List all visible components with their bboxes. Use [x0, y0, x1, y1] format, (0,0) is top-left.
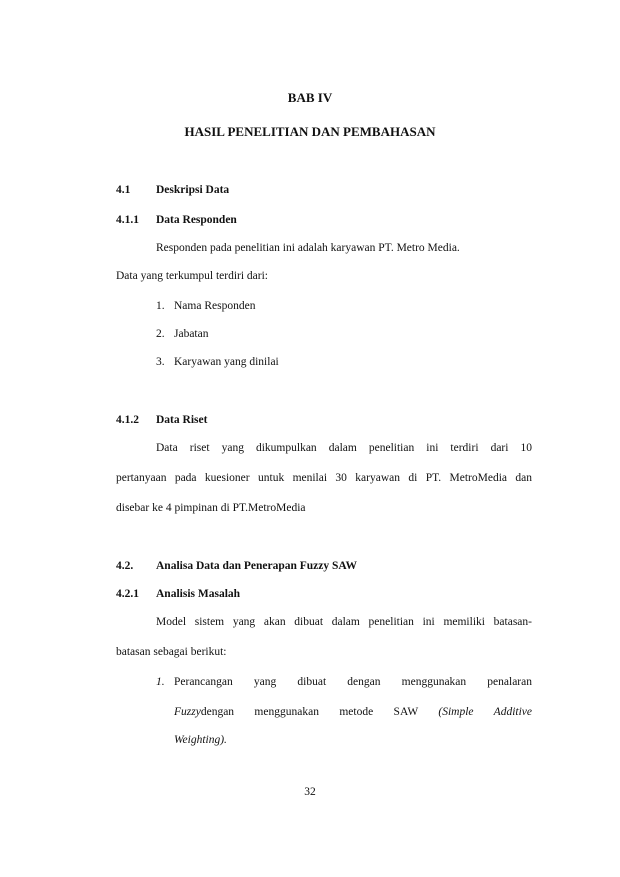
section-title-4-1-2: Data Riset — [156, 414, 208, 426]
chapter-label: BAB IV — [287, 90, 333, 105]
paragraph-masalah-line2: batasan sebagai berikut: — [116, 646, 227, 658]
list-item-text: Karyawan yang dinilai — [174, 356, 279, 368]
paragraph-responden-line2: Data yang terkumpul terdiri dari: — [116, 270, 269, 282]
list-item-line2 — [174, 706, 532, 718]
list-item-number: 1. — [156, 300, 165, 312]
section-number-4-1: 4.1 — [116, 184, 131, 196]
section-title-4-2-1: Analisis Masalah — [156, 588, 241, 600]
section-number-4-2-1: 4.2.1 — [116, 588, 139, 600]
paragraph-riset-line1: Data riset yang dikumpulkan dalam penelitian ini terdiri dari 10 — [156, 442, 532, 454]
list-item-line1: Perancangan yang dibuat dengan menggunakan penalaran — [174, 676, 532, 688]
section-number-4-1-2: 4.1.2 — [116, 414, 139, 426]
page-number: 32 — [304, 786, 316, 798]
section-title-4-2: Analisa Data dan Penerapan Fuzzy SAW — [156, 560, 357, 572]
list-item-line3: Weighting). — [174, 734, 227, 746]
list-item-number: 1. — [156, 676, 165, 688]
paragraph-riset-line2: pertanyaan pada kuesioner untuk menilai 30 karyawan di PT. MetroMedia dan — [116, 472, 532, 484]
section-title-4-1: Deskripsi Data — [156, 184, 230, 196]
list-item-number: 2. — [156, 328, 165, 340]
list-item-text: Jabatan — [174, 328, 209, 340]
paragraph-masalah-line1: Model sistem yang akan dibuat dalam penelitian ini memiliki batasan- — [156, 616, 532, 628]
chapter-title: HASIL PENELITIAN DAN PEMBAHASAN — [184, 124, 436, 139]
paragraph-riset-line3: disebar ke 4 pimpinan di PT.MetroMedia — [116, 502, 306, 514]
list-item-line2-text: dengan menggunakan metode SAW — [200, 706, 418, 718]
list-item-number: 3. — [156, 356, 165, 368]
term-saw-full: (Simple Additive — [438, 706, 532, 718]
list-item-text: Nama Responden — [174, 300, 256, 312]
paragraph-responden-line1: Responden pada penelitian ini adalah karyawan PT. Metro Media. — [156, 242, 460, 254]
section-number-4-2: 4.2. — [116, 560, 134, 572]
section-title-4-1-1: Data Responden — [156, 214, 237, 226]
term-fuzzy: Fuzzy — [174, 706, 201, 718]
section-number-4-1-1: 4.1.1 — [116, 214, 139, 226]
